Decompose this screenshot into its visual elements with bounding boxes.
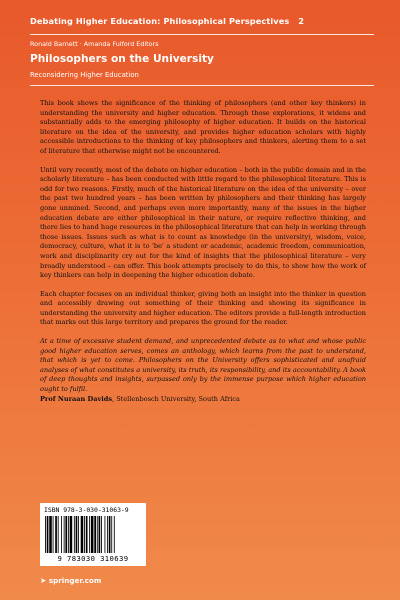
book-title: Philosophers on the University [30,53,214,65]
barcode-bar [76,516,78,553]
barcode-bar [97,516,98,553]
barcode-bar [101,516,102,553]
barcode-bar [78,516,79,553]
barcode-bar [86,516,88,553]
arrow-icon: ➤ [40,576,47,585]
barcode-bar [114,516,115,553]
publisher-url: springer.com [48,576,102,585]
blurb [40,99,366,413]
barcode-bar [49,516,52,553]
series-title [30,16,304,26]
barcode-bar [105,516,106,553]
barcode-bar [81,516,84,553]
barcode-digits: 9 783030 310639 [57,554,129,563]
blurb-paragraph-2: Until very recently, most of the debate on higher education – both in the public domain and in the scholarly literature – has been conducted with little regard to the philosophical literature. This is odd for two reasons. Firstly, much of the historical literature on the idea of the university – over the past two hundred years – has been written by philosophers and their thinking has largely gone unmined. Second, and perhaps even more importantly, many of the issues in the higher education debate are either philosophical in their nature, or require reflective thinking, and there lies to hand huge resources in the philosophical literature that can help in working through those issues. Issues such as what is to count as knowledge (in the university), wisdom, voice, democracy, culture, what it is to 'be' a student or academic, academic freedom, communication, work and disciplinarity cry out for the kind of insights that the philosophical literature – very broadly understood – can offer. This book attempts precisely to do this, to show how the work of key thinkers can help in deepening the higher education debate. [40,165,366,280]
barcode [40,503,146,566]
isbn-label: ISBN 978-3-030-31063-9 [44,506,129,514]
barcode-bar [45,516,46,553]
barcode-bar [89,516,90,553]
barcode-bar [47,516,49,553]
barcode-bar [107,516,108,553]
endorser-name: Prof Nuraan Davids [40,394,113,403]
blurb-paragraph-1: This book shows the significance of the thinking of philosophers (and other key thinkers) in understanding the university and higher education. Through those explorations, it widens and substantially adds to the emerging philosophy of higher education. It builds on the historical literature on the idea of the university, and provides higher education scholars with highly accessible introductions to the thinking of key philosophers and thinkers, alerting them to a set of literature that otherwise might not be encountered. [40,99,366,155]
barcode-bar [58,516,59,553]
editors: Ronald Barnett · Amanda Fulford Editors [30,40,159,48]
barcode-bar [84,516,85,553]
barcode-bar [91,516,94,553]
top-divider [30,34,374,35]
barcode-bar [61,516,62,553]
header-divider [30,85,374,86]
barcode-bar [68,516,69,553]
series-number: 2 [298,16,305,26]
barcode-bar [70,516,73,553]
barcode-bar [55,516,57,553]
endorsement-attribution [40,395,366,405]
series-name: Debating Higher Education: Philosophical Perspectives [30,16,290,26]
barcode-bar [109,516,111,553]
blurb-paragraph-3: Each chapter focuses on an individual thinker, giving both an insight into the thinker in question and accessibly drawing out something of their thinking and showing its significance in understanding the university and higher education. The editors provide a full-length introduction that marks out this large territory and prepares the ground for the reader. [40,289,366,327]
book-subtitle: Reconsidering Higher Education [30,71,139,79]
barcode-bars [45,516,141,553]
barcode-bar [99,516,101,553]
barcode-bar [111,516,112,553]
barcode-bar [64,516,65,553]
endorser-affiliation: , Stellenbosch University, South Africa [112,394,240,403]
barcode-bar [65,516,67,553]
endorsement-quote: At a time of excessive student demand, and unprecedented debate as to what and whose public good higher education serves, comes an anthology, which learns from the past to understand, that which is yet to come. Philosophers on the University offers sophisticated and unafraid analyses of what constitutes a university, its truth, its responsibility, and its accountability. A book of deep thoughts and insights, surpassed only by the immense purpose which higher education ought to fulfil. [40,337,366,394]
barcode-bar [53,516,54,553]
barcode-bar [94,516,96,553]
publisher-link[interactable] [40,576,101,585]
barcode-bar [74,516,75,553]
